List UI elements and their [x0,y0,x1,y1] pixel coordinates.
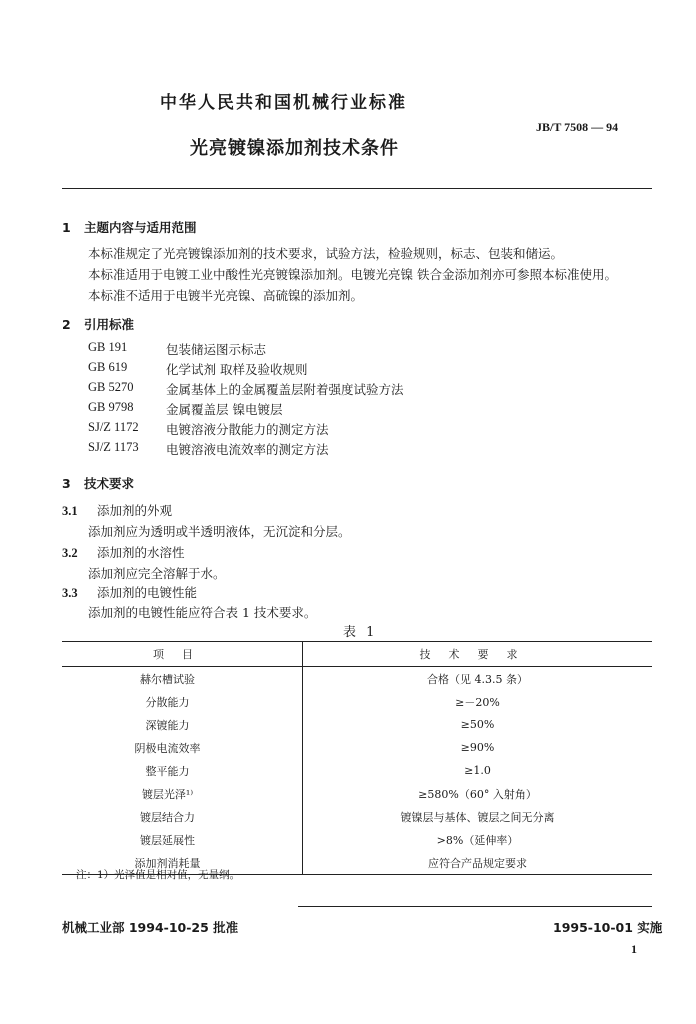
document-title: 光亮镀镍添加剂技术条件 [190,138,399,159]
subsection-3-2-heading [62,543,185,561]
specification-table [62,641,652,875]
reference-title: 包装储运图示标志 [166,342,267,357]
table-row [62,690,652,713]
table-cell-item: 深镀能力 [62,713,303,736]
table-cell-requirement: 镀镍层与基体、镀层之间无分离 [400,810,555,824]
page-number: 1 [631,942,637,956]
reference-title: 化学试剂 取样及验收规则 [166,362,308,377]
subsection-title: 添加剂的外观 [97,503,173,518]
subsection-3-3-text: 添加剂的电镀性能应符合表 1 技术要求。 [88,605,317,620]
reference-row [88,340,508,358]
table-cell-item: 镀层光泽¹⁾ [62,782,303,805]
footer-divider [298,906,652,907]
reference-code: GB 191 [88,340,128,354]
subsection-number: 3.1 [62,504,78,518]
section-1-paragraph-2: 本标准适用于电镀工业中酸性光亮镀镍添加剂。电镀光亮镍 铁合金添加剂亦可参照本标准使用。 [88,267,617,282]
table-cell-item: 镀层延展性 [62,828,303,851]
subsection-number: 3.2 [62,546,78,560]
section-1-heading [62,218,197,236]
implementation-date: 1995-10-01 实施 [553,920,663,935]
reference-title: 金属覆盖层 镍电镀层 [166,402,283,417]
reference-row [88,440,508,458]
reference-row [88,400,508,418]
table-row [62,736,652,759]
section-1-paragraph-1: 本标准规定了光亮镀镍添加剂的技术要求，试验方法，检验规则，标志、包装和储运。 [88,246,564,261]
table-cell-requirement: ≥50% [460,718,495,731]
approval-statement: 机械工业部 1994-10-25 批准 [62,920,239,935]
section-3-heading [62,474,134,492]
column-header-item: 项目 [62,642,303,667]
subsection-number: 3.3 [62,586,78,600]
table-cell-requirement: 合格（见 4.3.5 条） [427,672,528,686]
reference-code: GB 9798 [88,400,134,414]
reference-code: SJ/Z 1172 [88,420,139,434]
reference-code: GB 5270 [88,380,134,394]
section-1-paragraph-3: 本标准不适用于电镀半光亮镍、高硫镍的添加剂。 [88,288,364,303]
table-cell-item: 添加剂消耗量 [62,851,303,875]
table-cell-item: 整平能力 [62,759,303,782]
section-2-number: 2 [62,317,71,332]
table-cell-item: 赫尔槽试验 [62,667,303,691]
table-row [62,828,652,851]
table-cell-requirement: ≥1.0 [464,764,491,777]
table-cell-requirement: ≥90% [460,741,495,754]
subsection-title: 添加剂的水溶性 [97,545,185,560]
section-3-title: 技术要求 [84,476,135,491]
standard-organization: 中华人民共和国机械行业标准 [160,93,407,113]
table-cell-item: 镀层结合力 [62,805,303,828]
subsection-3-1-text: 添加剂应为透明或半透明液体，无沉淀和分层。 [88,524,351,539]
reference-row [88,380,508,398]
reference-title: 电镀溶液分散能力的测定方法 [166,422,329,437]
reference-row [88,420,508,438]
subsection-title: 添加剂的电镀性能 [97,585,198,600]
table-caption: 表 1 [343,625,378,640]
subsection-3-3-heading [62,583,197,601]
table-row [62,782,652,805]
reference-row [88,360,508,378]
table-row [62,667,652,691]
table-cell-item: 分散能力 [62,690,303,713]
standard-code: JB/T 7508 — 94 [536,120,619,134]
reference-title: 金属基体上的金属覆盖层附着强度试验方法 [166,382,404,397]
subsection-3-1-heading [62,501,172,519]
table-cell-requirement: >8%（延伸率） [436,833,519,847]
section-2-title: 引用标准 [84,317,135,332]
section-1-number: 1 [62,220,71,235]
table-header-row [62,642,652,667]
table-cell-requirement: ≥580%（60° 入射角） [418,787,537,801]
subsection-3-2-text: 添加剂应完全溶解于水。 [88,566,226,581]
reference-code: GB 619 [88,360,128,374]
section-1-title: 主题内容与适用范围 [84,220,197,235]
section-2-heading [62,315,134,333]
table-cell-requirement: 应符合产品规定要求 [303,851,653,875]
table-row [62,713,652,736]
table-row [62,805,652,828]
table-footnote: 注：1）光泽值是相对值，无量纲。 [76,869,241,881]
table-cell-requirement: ≥－20% [455,695,500,709]
reference-code: SJ/Z 1173 [88,440,139,454]
table-row [62,759,652,782]
section-3-number: 3 [62,476,71,491]
reference-title: 电镀溶液电流效率的测定方法 [166,442,329,457]
column-header-requirement: 技术要求 [303,642,653,667]
table-cell-item: 阴极电流效率 [62,736,303,759]
header-divider [62,188,652,189]
